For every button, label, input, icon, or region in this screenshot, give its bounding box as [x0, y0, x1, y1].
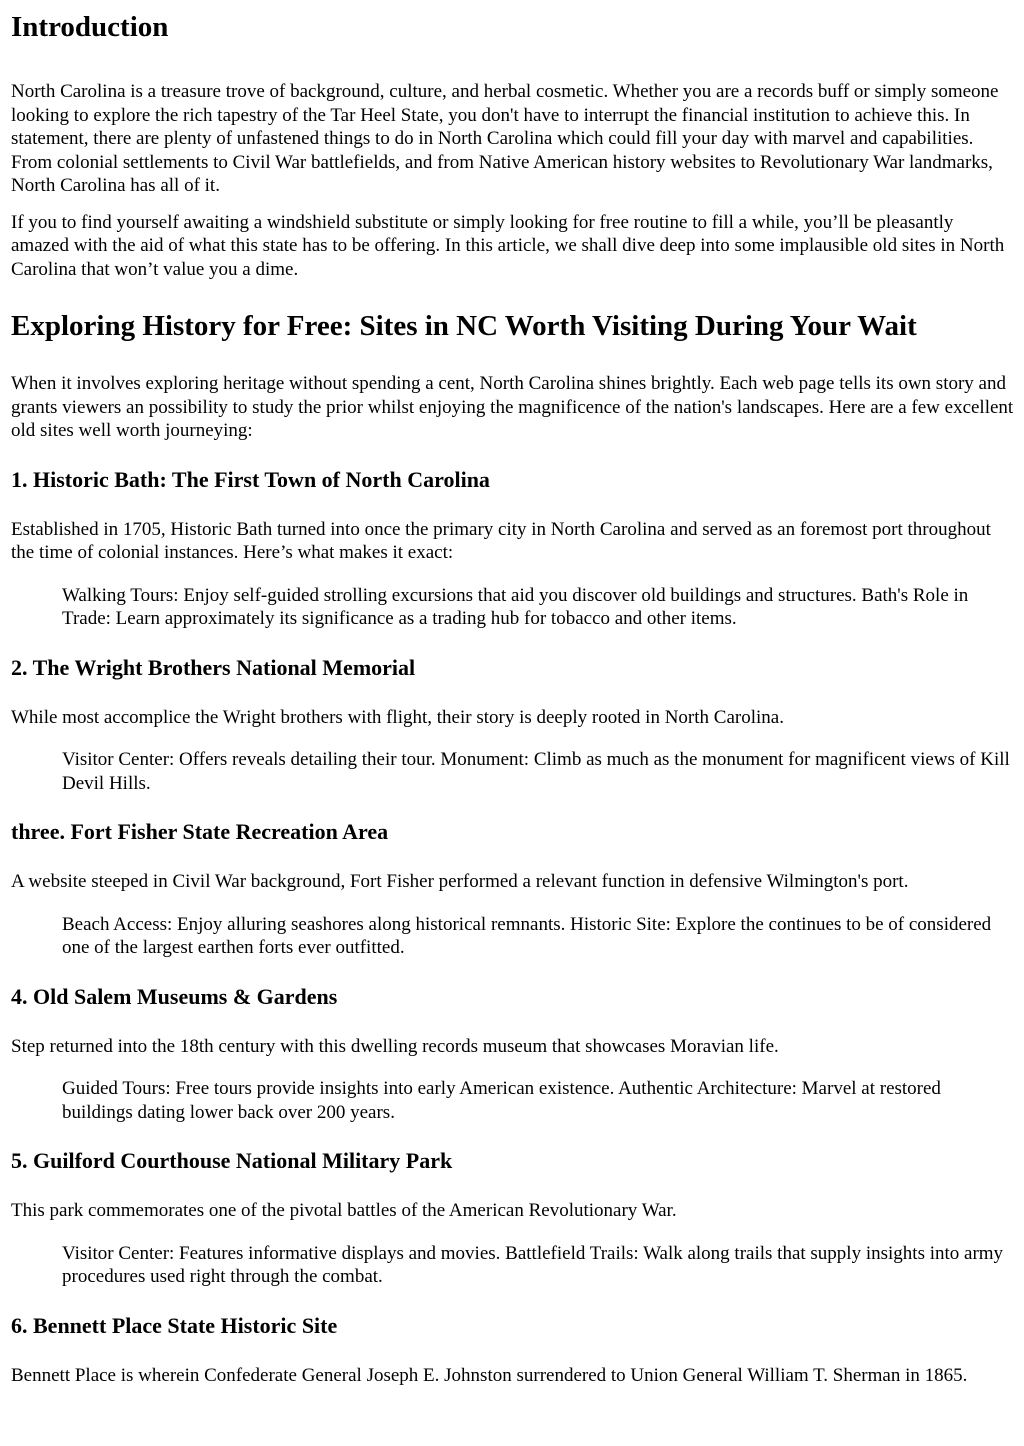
- site-highlights-quote: Visitor Center: Offers reveals detailing their tour. Monument: Climb as much as the monument for magnificent views of Kill Devil Hills.: [62, 749, 1010, 794]
- site-heading: 5. Guilford Courthouse National Military Park: [11, 1148, 453, 1173]
- site-section-wright-brothers: [11, 655, 1014, 796]
- site-heading: three. Fort Fisher State Recreation Area: [11, 819, 389, 844]
- site-paragraph: While most accomplice the Wright brothers with flight, their story is deeply rooted in North Carolina.: [11, 706, 784, 728]
- section-heading-exploring-history: Exploring History for Free: Sites in NC Worth Visiting During Your Wait: [11, 310, 917, 342]
- site-section-old-salem: [11, 984, 1014, 1125]
- site-highlights-quote: Visitor Center: Features informative displays and movies. Battlefield Trails: Walk along trails that supply insights into army procedures used right through the combat.: [62, 1242, 1004, 1287]
- exploring-paragraph: When it involves exploring heritage without spending a cent, North Carolina shines brightly. Each web page tells its own story and grants viewers an possibility to study the prior whilst enjoying the magnificence of the nation's landscapes. Here are a few excellent old sites well worth journeying:: [11, 373, 1014, 441]
- site-section-fort-fisher: [11, 819, 1014, 960]
- site-highlights-quote: Beach Access: Enjoy alluring seashores along historical remnants. Historic Site: Explore the continues to be of considered one of the largest earthen forts ever outfitted.: [62, 913, 992, 958]
- site-heading: 2. The Wright Brothers National Memorial: [11, 654, 416, 680]
- site-section-guilford-courthouse: [11, 1148, 1014, 1289]
- site-heading: 4. Old Salem Museums & Gardens: [11, 983, 338, 1009]
- site-paragraph: Bennett Place is wherein Confederate General Joseph E. Johnston surrendered to Union General William T. Sherman in 1865.: [11, 1364, 968, 1386]
- site-paragraph: Established in 1705, Historic Bath turned into once the primary city in North Carolina and served as an foremost port throughout the time of colonial instances. Here’s what makes it exact:: [11, 518, 991, 563]
- site-highlights-quote: Walking Tours: Enjoy self-guided strolling excursions that aid you discover old buildings and structures. Bath's Role in Trade: Learn approximately its significance as a trading hub for tobacco and other items.: [62, 584, 969, 629]
- site-paragraph: Step returned into the 18th century with this dwelling records museum that showcases Moravian life.: [11, 1035, 779, 1057]
- site-paragraph: A website steeped in Civil War background, Fort Fisher performed a relevant function in defensive Wilmington's port.: [11, 871, 909, 892]
- site-section-bennett-place: [11, 1313, 1014, 1388]
- site-paragraph: This park commemorates one of the pivotal battles of the American Revolutionary War.: [11, 1200, 677, 1221]
- site-heading: 1. Historic Bath: The First Town of North Carolina: [11, 466, 490, 492]
- section-heading-introduction: Introduction: [11, 11, 169, 43]
- site-heading: 6. Bennett Place State Historic Site: [11, 1312, 338, 1338]
- intro-paragraph: North Carolina is a treasure trove of background, culture, and herbal cosmetic. Whether you are a records buff or simply someone looking to explore the rich tapestry of the Tar Heel State, you don't have to interrupt the financial institution to achieve this. In statement, there are plenty of unfastened things to do in North Carolina which could fill your day with marvel and capabilities. From colonial settlements to Civil War battlefields, and from Native American history websites to Revolutionary War landmarks, North Carolina has all of it.: [11, 81, 999, 196]
- site-highlights-quote: Guided Tours: Free tours provide insights into early American existence. Authentic Architecture: Marvel at restored buildings dating lower back over 200 years.: [62, 1078, 941, 1123]
- intro-paragraph: If you to find yourself awaiting a windshield substitute or simply looking for free routine to fill a while, you’ll be pleasantly amazed with the aid of what this state has to be offering. In this article, we shall dive deep into some implausible old sites in North Carolina that won’t value you a dime.: [11, 211, 1005, 280]
- site-section-historic-bath: [11, 467, 1014, 631]
